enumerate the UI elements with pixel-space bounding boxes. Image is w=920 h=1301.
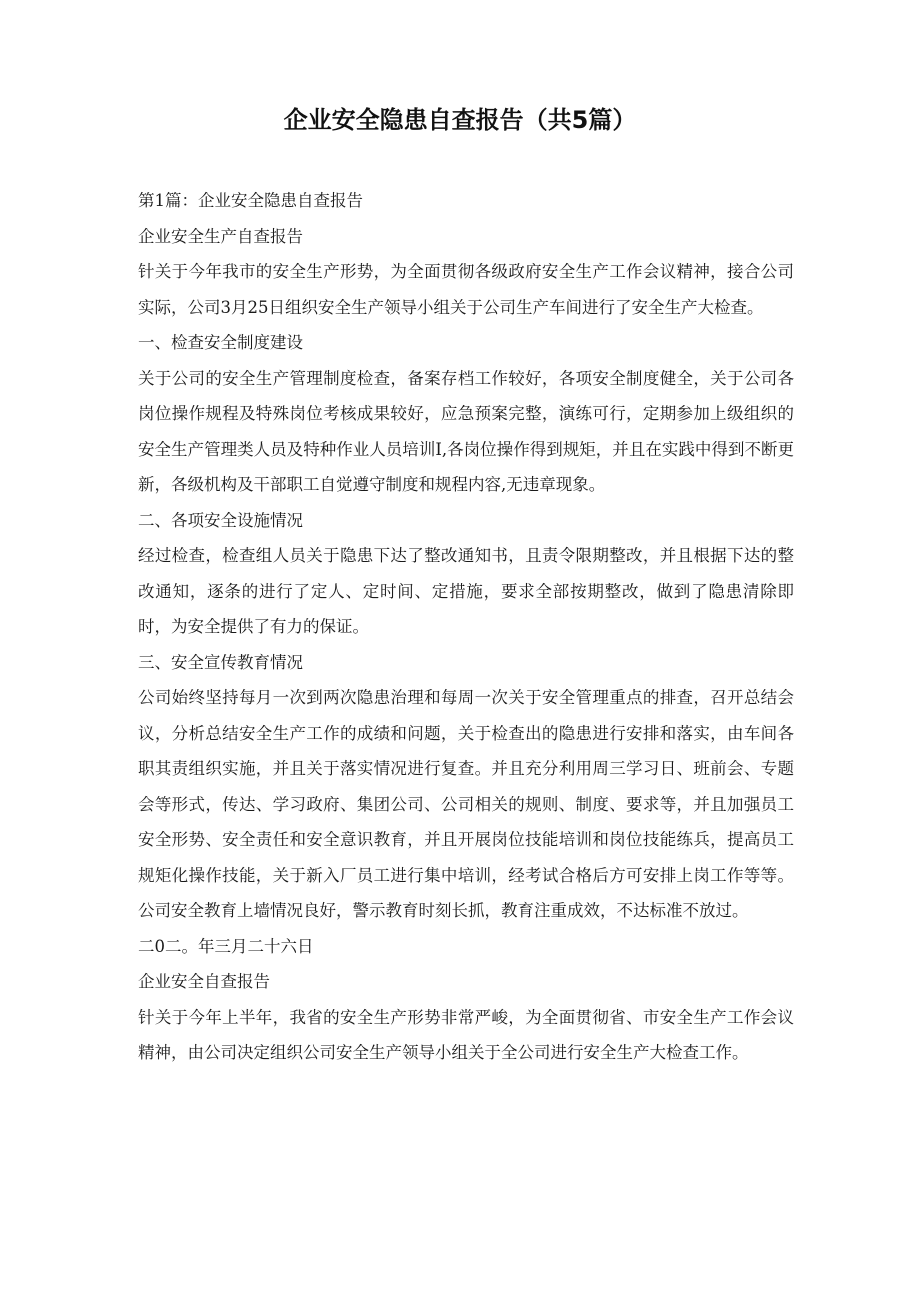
section-heading-3: 三、安全宣传教育情况 — [138, 652, 303, 672]
paragraph-safety-education: 公司始终坚持每月一次到两次隐患治理和每周一次关于安全管理重点的排查，召开总结会议，分析总结安全生产工作的成绩和问题，关于检查出的隐患进行安排和落实，由车间各职其责组织实施，并且关于落实情况进行复查。并且充分利用周三学习日、班前会、专题会等形式，传达、学习政府、集团公司、公司相关的规则、制度、要求等，并且加强员工安全形势、安全责任和安全意识教育，并且开展岗位技能培训和岗位技能练兵，提高员工规矩化操作技能，关于新入厂员工进行集中培训，经考试合格后方可安排上岗工作等等。公司安全教育上墙情况良好，警示教育时刻长抓，教育注重成效，不达标准不放过。 — [138, 688, 794, 920]
section-heading-1: 一、检查安全制度建设 — [138, 333, 303, 352]
document-body — [138, 183, 794, 1071]
paragraph-intro-2: 针关于今年上半年，我省的安全生产形势非常严峻，为全面贯彻省、市安全生产工作会议精神，由公司决定组织公司安全生产领导小组关于全公司进行安全生产大检查工作。 — [138, 1007, 794, 1062]
report-subtitle-2: 企业安全自查报告 — [138, 972, 270, 991]
document-title: 企业安全隐患自查报告（共5篇） — [283, 106, 637, 134]
section-heading-2: 二、各项安全设施情况 — [138, 510, 303, 530]
paragraph-intro: 针关于今年我市的安全生产形势，为全面贯彻各级政府安全生产工作会议精神，接合公司实际，公司3月25日组织安全生产领导小组关于公司生产车间进行了安全生产大检查。 — [138, 262, 794, 317]
section-heading-part1: 第1篇：企业安全隐患自查报告 — [138, 191, 363, 210]
paragraph-safety-system: 关于公司的安全生产管理制度检查，备案存档工作较好，各项安全制度健全，关于公司各岗位操作规程及特殊岗位考核成果较好，应急预案完整，演练可行，定期参加上级组织的安全生产管理类人员及特种作业人员培训I,各岗位操作得到规矩，并且在实践中得到不断更新，各级机构及干部职工自觉遵守制度和规程内容,无违章现象。 — [138, 368, 794, 494]
report-subtitle: 企业安全生产自查报告 — [138, 226, 303, 246]
paragraph-safety-facilities: 经过检查，检查组人员关于隐患下达了整改通知书，且责令限期整改，并且根据下达的整改通知，逐条的进行了定人、定时间、定措施，要求全部按期整改，做到了隐患清除即时，为安全提供了有力的保证。 — [138, 546, 794, 636]
report-date: 二0二。年三月二十六日 — [138, 936, 314, 956]
